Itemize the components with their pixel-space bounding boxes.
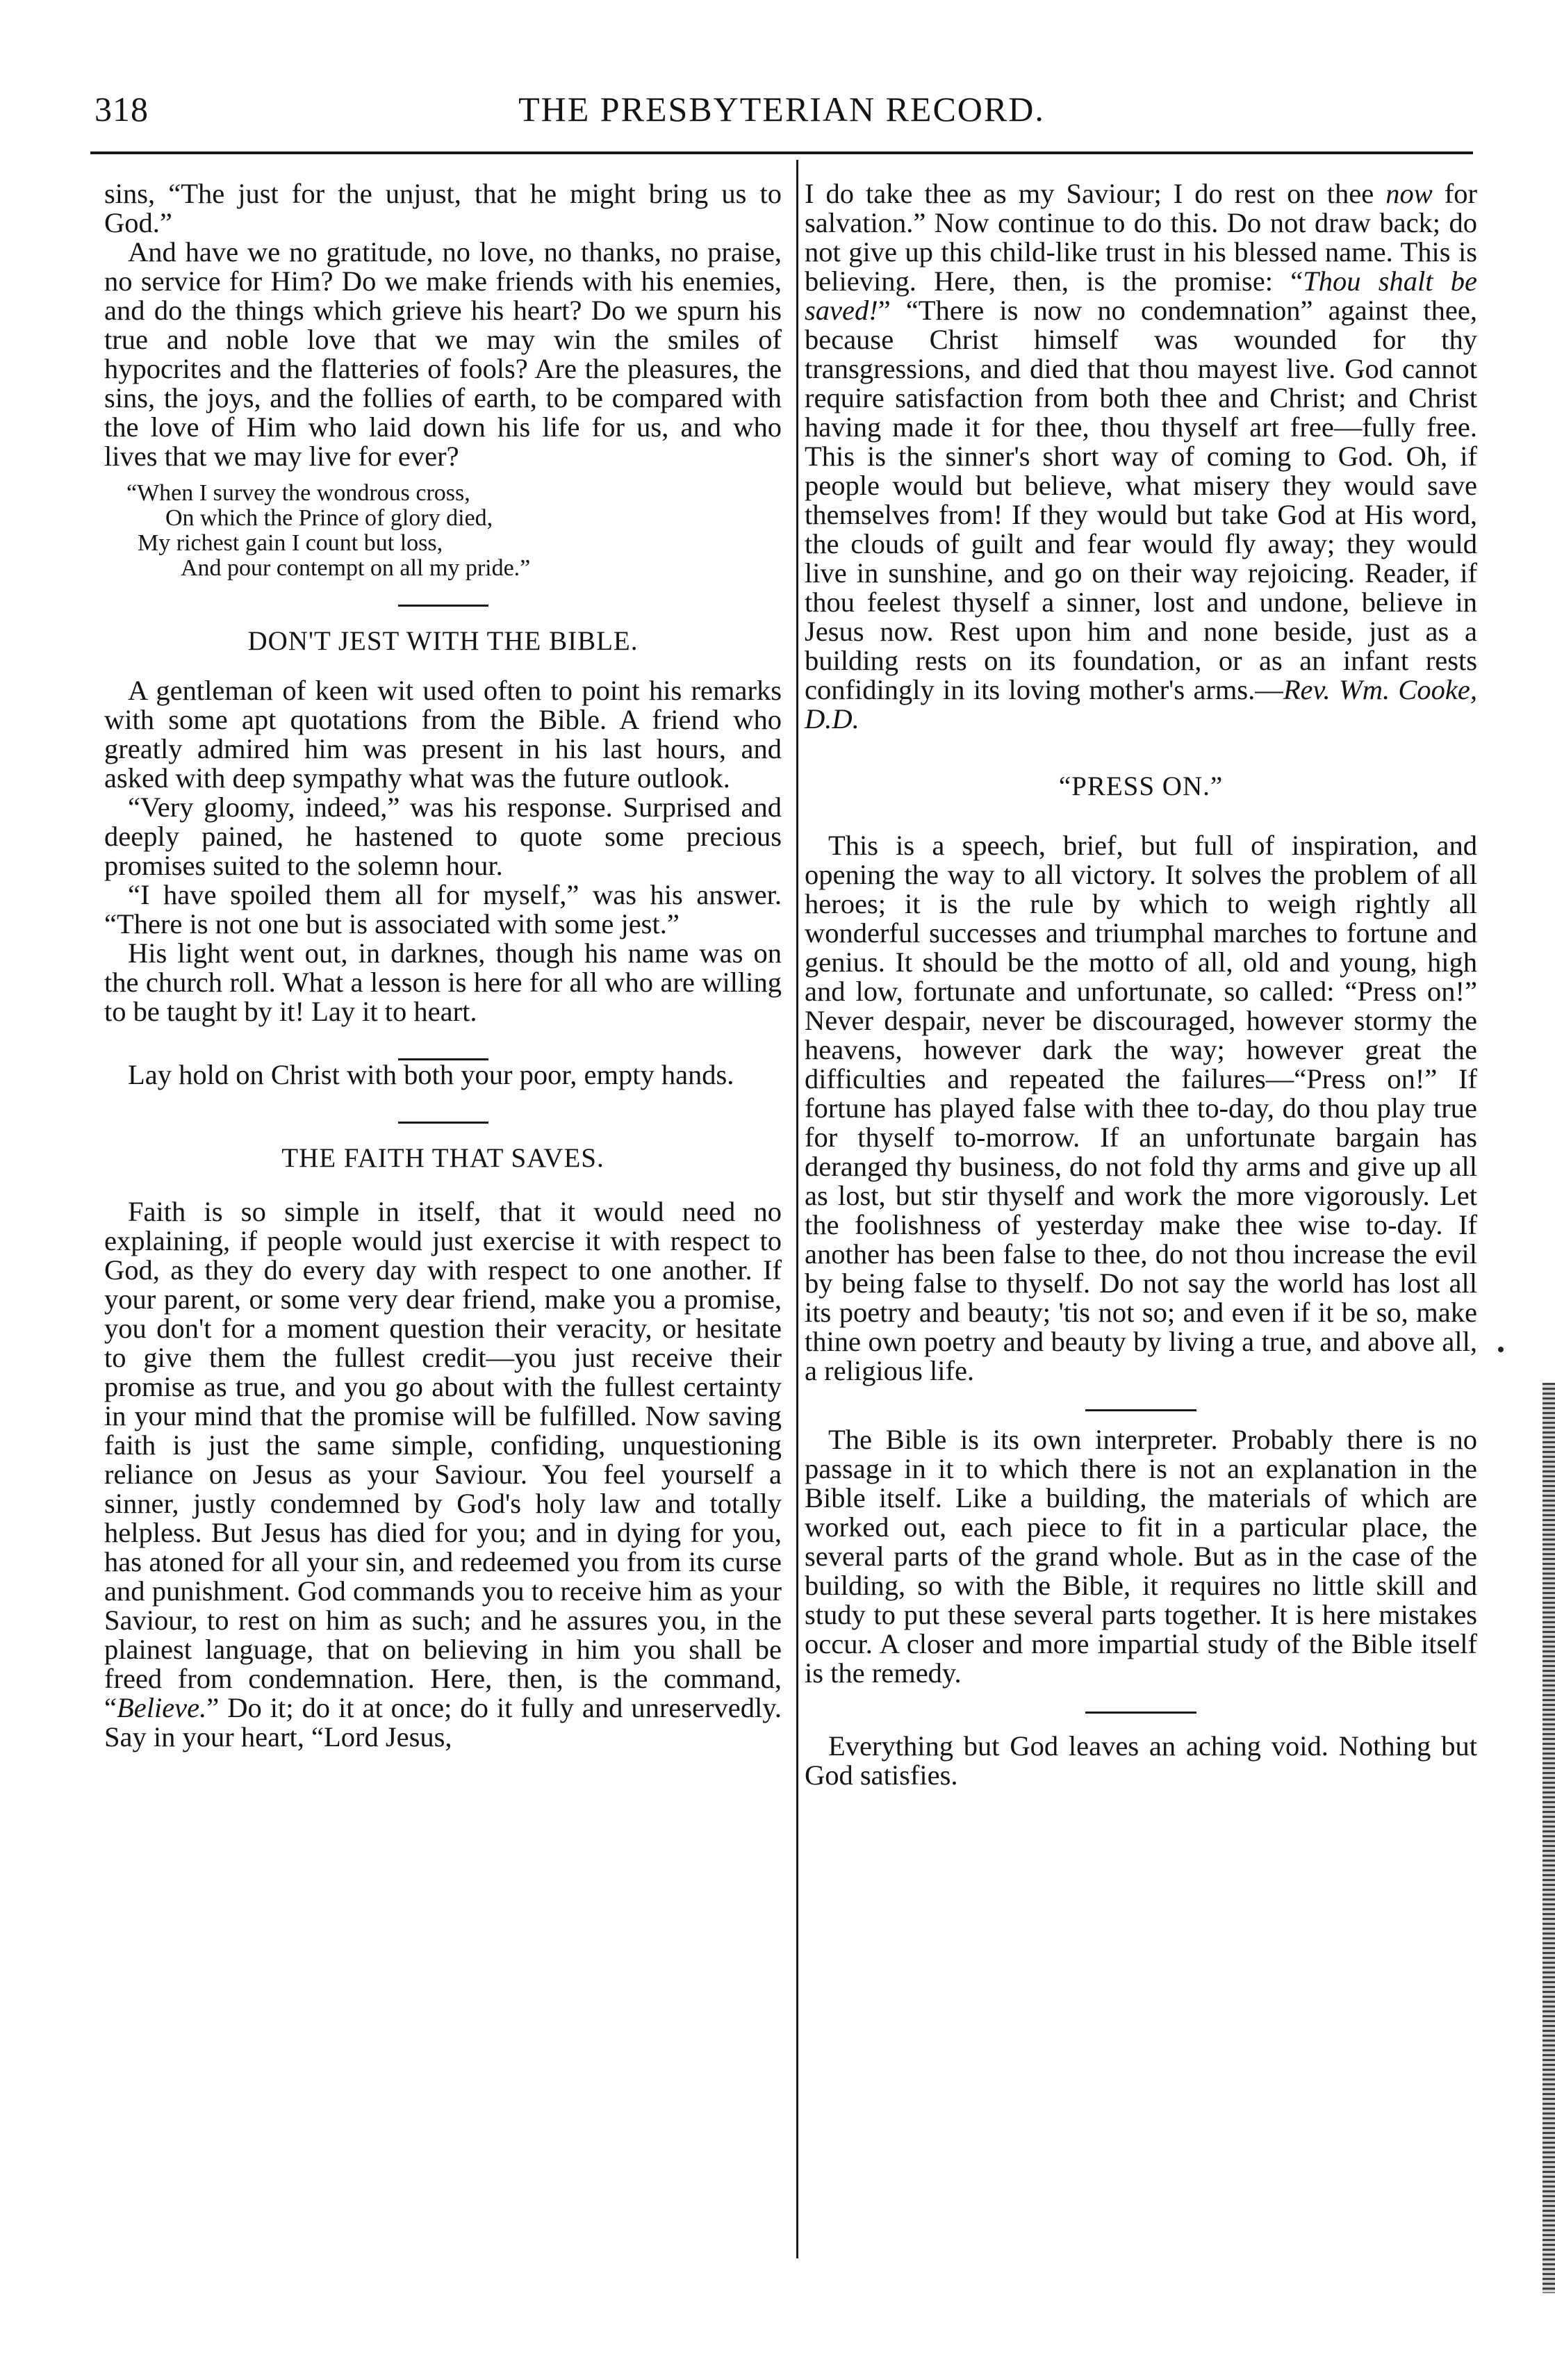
intro-paragraph-2: And have we no gratitude, no love, no thanks, no praise, no service for Him? Do we make friends with his enemies, and do the things which grieve his heart? Do we spurn his true and noble love that we may win the smiles of hypocrites and the flatteries of fools? Are the pleasures, the sins, the joys, and the follies of earth, to be compared with the love of Him who laid down his life for us, and who lives that we may live for ever?: [104, 236, 782, 472]
believe-command: Believe.: [116, 1692, 207, 1723]
jest-paragraph: His light went out, in darknes, though his name was on the church roll. What a lesson is here for all who are willing to be taught by it! Lay it to heart.: [104, 937, 782, 1027]
jest-paragraph: “Very gloomy, indeed,” was his response. Surprised and deeply pained, he hastened to quote some precious promises suited to the solemn hour.: [104, 791, 782, 881]
hymn-line: And pour contempt on all my pride.”: [181, 555, 531, 581]
faith-cont-now: now: [1385, 178, 1433, 209]
press-on-paragraph: This is a speech, brief, but full of inspiration, and opening the way to all victory. It solves the problem of all heroes; it is the rule by which to weigh rightly all wonderful successes and triumphal marches to fortune and genius. It should be the motto of all, old and young, high and low, fortunate and unfortunate, so called: “Press on!” Never despair, never be discouraged, however stormy the heavens, however dark the way; however great the difficulties and repeated the failures—“Press on!” If fortune has played false with thee to-day, do thou play true for thyself to-morrow. If an unfortunate bargain has deranged thy business, do not fold thy arms and give up all as lost, but stir thyself and work the more vigorously. Let the foolishness of yesterday make thee wise to-day. If another has been false to thee, do not thou increase the evil by being false to thyself. Do not say the world has lost all its poetry and beauty; 'tis not so; and even if it be so, make thine own poetry and beauty by living a true, and above all, a religious life.: [805, 830, 1477, 1386]
lay-hold-paragraph: Lay hold on Christ with both your poor, empty hands.: [128, 1059, 734, 1090]
header-rule: [90, 151, 1473, 154]
jest-paragraph: “I have spoiled them all for myself,” was his answer. “There is not one but is associated with some jest.”: [104, 879, 782, 939]
faith-cont-promise: Thou shalt be saved!: [805, 265, 1477, 326]
hymn-line: On which the Prince of glory died,: [165, 505, 493, 531]
jest-paragraph: A gentleman of keen wit used often to point his remarks with some apt quotations from the Bible. A friend who greatly admired him was present in his last hours, and asked with deep sympathy what was the future outlook.: [104, 675, 782, 794]
section-separator: [398, 605, 488, 607]
faith-continued-paragraph: [805, 179, 1477, 734]
column-divider: [796, 160, 798, 2258]
faith-text-end: ” Do it; do it at once; do it fully and unreservedly. Say in your heart, “Lord Jesus,: [104, 1692, 782, 1753]
right-column: [805, 179, 1477, 1790]
faith-paragraph: [104, 1197, 782, 1752]
hymn-line: My richest gain I count but loss,: [138, 530, 443, 556]
section-separator: [398, 1122, 488, 1124]
aching-void-paragraph: Everything but God leaves an aching void. Nothing but God satisfies.: [805, 1730, 1477, 1791]
section-separator: [1085, 1409, 1196, 1411]
print-speck: [1498, 1347, 1504, 1352]
faith-cont-a: I do take thee as my Saviour; I do rest on thee: [805, 178, 1374, 209]
faith-cont-c: ” “There is now no condemnation” against thee, because Christ himself was wounded for thy transgressions, and died that thou mayest live. God cannot require satisfaction from both thee and Christ; and Christ having made it for thee, thou thyself art free—fully free. This is the sinner's short way of coming to God. Oh, if people would but believe, what misery they would save themselves from! If they would but take God at His word, the clouds of guilt and fear would fly away; they would live in sunshine, and go on their way rejoicing. Reader, if thou feelest thyself a sinner, lost and undone, believe in Jesus now. Rest upon him and none beside, just as a building rests on its foundation, or as an infant rests confidingly in its loving mother's arms.—: [805, 295, 1477, 705]
faith-text: Faith is so simple in itself, that it would need no explaining, if people would just exercise it with respect to God, as they do every day with respect to one another. If your parent, or some very dear friend, make you a promise, you don't for a moment question their veracity, or hesitate to give them the fullest credit—you just receive their promise as true, and you go about with the fullest certainty in your mind that the promise will be fulfilled. Now saving faith is just the same simple, confiding, unquestioning reliance on Jesus as your Saviour. You feel yourself a sinner, justly condemned by God's holy law and totally helpless. But Jesus has died for you; and in dying for you, has atoned for all your sin, and redeemed you from its curse and punishment. God commands you to receive him as your Saviour, to rest on him as such; and he assures you, in the plainest language, that on believing in him you shall be freed from condemnation. Here, then, is the command,: [104, 1196, 782, 1694]
left-column: [104, 179, 782, 1752]
hymn-quote: [104, 481, 782, 581]
section-title-faith: THE FAITH THAT SAVES.: [281, 1143, 604, 1173]
section-title-jest: DON'T JEST WITH THE BIBLE.: [247, 626, 639, 656]
journal-title: THE PRESBYTERIAN RECORD.: [518, 90, 1045, 129]
author-signature: Rev. Wm. Cooke, D.D.: [805, 674, 1477, 734]
intro-paragraph-1: sins, “The just for the unjust, that he might bring us to God.”: [104, 178, 782, 238]
bible-interpreter-paragraph: The Bible is its own interpreter. Probably there is no passage in it to which there is not an explanation in the Bible itself. Like a building, the materials of which are worked out, each piece to fit in a particular place, the several parts of the grand whole. But as in the case of the building, so with the Bible, it requires no little skill and study to put these several parts together. It is here mistakes occur. A closer and more impartial study of the Bible itself is the remedy.: [805, 1424, 1477, 1689]
section-title-press-on: “PRESS ON.”: [1058, 771, 1224, 801]
running-header: [90, 89, 1473, 138]
section-separator: [1085, 1712, 1196, 1714]
hymn-line: “When I survey the wondrous cross,: [126, 480, 470, 506]
quote-open: “: [104, 1692, 117, 1723]
faith-cont-b: for salvation.” Now continue to do this. Do not draw back; do not give up this child-like trust in his blessed name. This is believing. Here, then, is the promise: “: [805, 178, 1477, 297]
scan-edge-stripe: [1542, 1383, 1555, 2293]
page-number: 318: [94, 90, 149, 129]
